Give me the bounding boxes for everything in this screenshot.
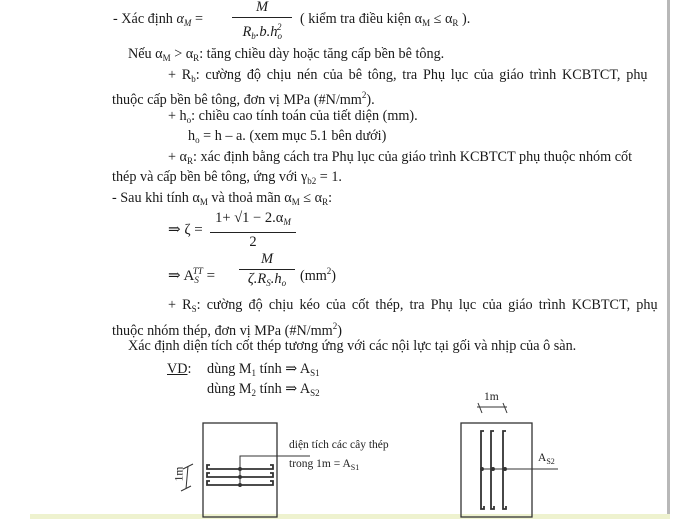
text: tính ⇒ A bbox=[256, 361, 311, 377]
subscript: S1 bbox=[310, 368, 320, 378]
numerator: M bbox=[255, 0, 269, 15]
right-slab-outline bbox=[461, 423, 532, 517]
numerator: M bbox=[260, 251, 274, 267]
text: thép và cấp bền bê tông, ứng với γ bbox=[112, 169, 308, 185]
text: : cường độ chịu nén của bê tông, tra Phụ lục của giáo trình KCBTCT, phụ bbox=[195, 67, 648, 83]
right-dimension bbox=[477, 403, 507, 413]
text: ). bbox=[366, 92, 375, 108]
text: dùng M bbox=[207, 381, 252, 397]
text: diện tích các cây thép bbox=[289, 439, 389, 451]
subscript: S bbox=[191, 304, 197, 314]
subscript: S2 bbox=[310, 388, 320, 398]
text: Nếu α bbox=[128, 46, 163, 62]
den-r: R bbox=[242, 24, 252, 40]
text: > α bbox=[170, 46, 194, 62]
text: ⇒ ζ = bbox=[168, 222, 203, 238]
den-sub-o: o bbox=[277, 31, 283, 41]
text: ) bbox=[331, 268, 337, 284]
den-sub-b: b bbox=[251, 31, 256, 41]
text: - Xác định bbox=[113, 11, 177, 27]
text: 1m bbox=[173, 466, 186, 482]
text: tính ⇒ A bbox=[256, 381, 311, 397]
subscript: 1 bbox=[251, 368, 257, 378]
subscript: M bbox=[199, 197, 208, 207]
text: ⇒ A bbox=[168, 268, 195, 284]
text: Xác định diện tích cốt thép tương ứng với các nội lực tại gối và nhịp của ô sàn. bbox=[128, 338, 577, 354]
subscript: S2 bbox=[546, 457, 555, 466]
text: = h – a. (xem mục 5.1 bên dưới) bbox=[199, 128, 387, 144]
text: + α bbox=[168, 149, 187, 165]
alpha-symbol: α bbox=[176, 11, 184, 27]
num-text: 1+ √1 − 2.α bbox=[215, 210, 284, 226]
subscript: M bbox=[291, 197, 300, 207]
text: dùng M bbox=[207, 361, 252, 377]
subscript: b bbox=[191, 74, 196, 84]
right-annotation bbox=[538, 452, 555, 466]
left-annotation-2 bbox=[289, 458, 359, 472]
superscript: 2 bbox=[326, 266, 332, 276]
text: : bbox=[328, 190, 333, 206]
text: ). bbox=[458, 11, 471, 27]
left-annotation bbox=[289, 439, 389, 451]
den-sup: 2 bbox=[277, 22, 282, 32]
text: A bbox=[538, 452, 547, 464]
text: : cường độ chịu kéo của cốt thép, tra Phụ lục của giáo trình KCBTCT, phụ bbox=[196, 297, 658, 313]
text: ≤ α bbox=[430, 11, 453, 27]
text: thuộc nhóm thép, đơn vị MPa (#N/mm bbox=[112, 323, 333, 339]
right-dimension-label bbox=[484, 391, 499, 403]
text: : xác định bằng cách tra Phụ lục của giáo trình KCBTCT phụ thuộc nhóm cốt bbox=[193, 149, 633, 165]
den-sub: o bbox=[281, 278, 287, 288]
subscript: 2 bbox=[251, 388, 257, 398]
num-sub: M bbox=[283, 217, 291, 227]
subscript: o bbox=[195, 135, 200, 145]
superscript: 2 bbox=[332, 321, 338, 331]
text: + h bbox=[168, 108, 187, 124]
text: h bbox=[188, 128, 196, 144]
subscript: R bbox=[452, 18, 459, 28]
subscript: M bbox=[183, 18, 192, 28]
text: thuộc cấp bền bê tông, đơn vị MPa (#N/mm bbox=[112, 92, 362, 108]
den-sub: S bbox=[266, 278, 271, 288]
text: ) bbox=[337, 323, 342, 339]
subscript: R bbox=[322, 197, 329, 207]
denominator: 2 bbox=[249, 234, 257, 250]
text: ( kiểm tra điều kiện α bbox=[300, 11, 423, 27]
text: + R bbox=[168, 297, 192, 313]
den-rest: .h bbox=[270, 271, 282, 287]
subscript: S1 bbox=[350, 463, 360, 472]
equals: = bbox=[191, 11, 203, 27]
equals: = bbox=[202, 268, 216, 284]
subscript: M bbox=[422, 18, 431, 28]
text: trong 1m = A bbox=[289, 458, 351, 470]
den-rest: .b.h bbox=[255, 24, 278, 40]
den-text: ζ.R bbox=[247, 271, 267, 287]
text: : chiều cao tính toán của tiết diện (mm). bbox=[191, 108, 418, 124]
subscript: R bbox=[193, 53, 200, 63]
subscript: o bbox=[186, 115, 192, 125]
text: + R bbox=[168, 67, 192, 83]
text: : bbox=[187, 361, 192, 377]
text: 1m bbox=[484, 391, 499, 403]
subscript: M bbox=[162, 53, 171, 63]
left-dimension-label bbox=[173, 467, 185, 482]
subscript: S bbox=[194, 275, 199, 285]
text: và thoả mãn α bbox=[207, 190, 292, 206]
text: (mm bbox=[300, 268, 327, 284]
superscript: 2 bbox=[361, 90, 367, 100]
example-label: VD bbox=[167, 361, 188, 377]
superscript: TT bbox=[192, 266, 203, 276]
subscript: R bbox=[186, 156, 193, 166]
text: ≤ α bbox=[299, 190, 323, 206]
text: - Sau khi tính α bbox=[112, 190, 200, 206]
text: = 1. bbox=[316, 169, 342, 185]
subscript: b2 bbox=[307, 176, 317, 186]
text: : tăng chiều dày hoặc tăng cấp bền bê tông. bbox=[199, 46, 445, 62]
